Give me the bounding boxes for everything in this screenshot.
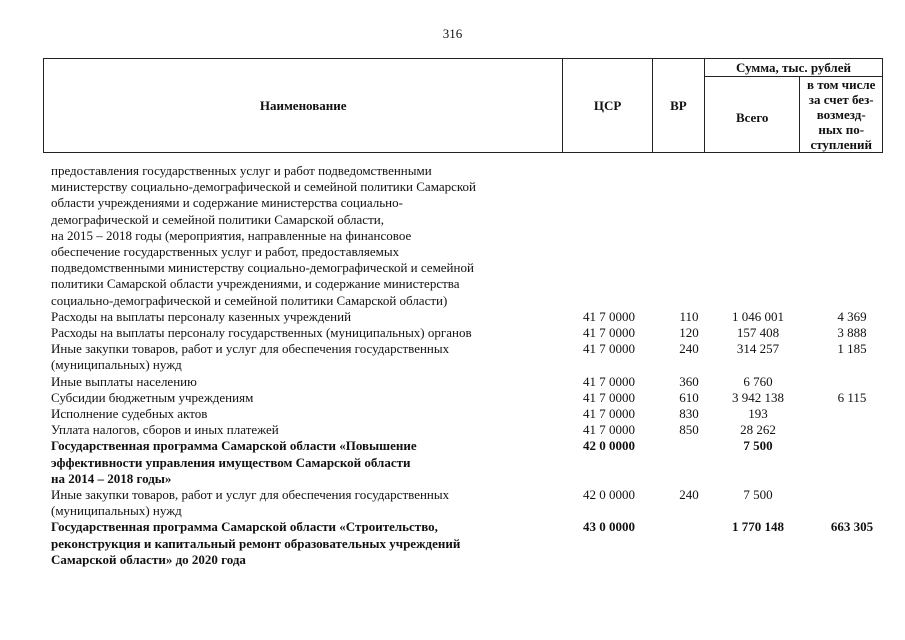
table-row xyxy=(51,438,891,487)
header-bezvozmezd-line: ступлений xyxy=(810,137,872,152)
intro-line: политики Самарской области учреждениями, и содержание министерства xyxy=(51,276,460,292)
intro-line: области учреждениями и содержание министерства социально- xyxy=(51,195,403,211)
row-vr: 120 xyxy=(679,325,699,341)
row-name-line: (муниципальных) нужд xyxy=(51,357,182,373)
row-csr: 41 7 0000 xyxy=(583,325,635,341)
row-vr: 610 xyxy=(679,389,699,405)
row-csr: 41 7 0000 xyxy=(583,422,635,438)
row-total: 1 046 001 xyxy=(732,308,784,324)
row-name-line: Иные выплаты населению xyxy=(51,373,197,389)
intro-line: предоставления государственных услуг и работ подведомственными xyxy=(51,163,432,178)
table-header xyxy=(43,58,883,153)
table-row xyxy=(51,422,891,438)
header-bezvozmezd-line: в том числе xyxy=(806,77,876,92)
row-grant: 663 305 xyxy=(830,519,874,535)
row-csr: 42 0 0000 xyxy=(583,487,635,503)
header-vsego: Всего xyxy=(704,77,799,153)
header-summa: Сумма, тыс. рублей xyxy=(704,59,882,77)
row-name-line: Исполнение судебных актов xyxy=(51,406,208,422)
row-grant: 6 115 xyxy=(837,389,867,405)
table-row xyxy=(51,325,891,341)
intro-text xyxy=(51,163,891,309)
table-row xyxy=(51,374,891,390)
row-csr: 41 7 0000 xyxy=(583,389,635,405)
row-csr: 41 7 0000 xyxy=(583,406,635,422)
row-name-line: эффективности управления имуществом Самарской области xyxy=(51,454,411,470)
intro-line: социально-демографической и семейной политики Самарской области) xyxy=(51,292,448,308)
intro-line: на 2015 – 2018 годы (мероприятия, направленные на финансовое xyxy=(51,227,412,243)
table-row xyxy=(51,406,891,422)
row-name-line: (муниципальных) нужд xyxy=(51,503,182,519)
row-vr: 110 xyxy=(679,308,699,324)
row-grant: 3 888 xyxy=(837,325,867,341)
row-name-line: Иные закупки товаров, работ и услуг для обеспечения государственных xyxy=(51,487,450,503)
table-row xyxy=(51,341,891,373)
row-name-line: Самарской области» до 2020 года xyxy=(51,551,246,567)
row-total: 7 500 xyxy=(743,438,773,454)
intro-line: обеспечение государственных услуг и работ, предоставляемых xyxy=(51,244,400,260)
row-name-line: Уплата налогов, сборов и иных платежей xyxy=(51,422,279,438)
row-total: 7 500 xyxy=(743,487,773,503)
header-bezvozmezd-line: ных по- xyxy=(818,122,865,137)
row-csr: 43 0 0000 xyxy=(583,519,635,535)
row-name-line: Расходы на выплаты персоналу государственных (муниципальных) органов xyxy=(51,325,472,341)
table-row xyxy=(51,487,891,519)
row-csr: 42 0 0000 xyxy=(583,438,635,454)
header-bezvozmezd-line: за счет без- xyxy=(808,92,874,107)
row-vr: 830 xyxy=(679,406,699,422)
row-total: 3 942 138 xyxy=(732,389,784,405)
row-csr: 41 7 0000 xyxy=(583,373,635,389)
table-row xyxy=(51,390,891,406)
table-row xyxy=(51,519,891,568)
row-total: 193 xyxy=(748,406,768,422)
header-csr: ЦСР xyxy=(563,59,652,153)
row-grant: 4 369 xyxy=(837,308,867,324)
header-vr: ВР xyxy=(652,59,704,153)
row-csr: 41 7 0000 xyxy=(583,341,635,357)
row-name-line: Расходы на выплаты персоналу казенных учреждений xyxy=(51,308,352,324)
page-number: 316 xyxy=(442,26,463,41)
row-name-line: реконструкция и капитальный ремонт образовательных учреждений xyxy=(51,535,461,551)
row-csr: 41 7 0000 xyxy=(583,308,635,324)
row-name-line: Иные закупки товаров, работ и услуг для обеспечения государственных xyxy=(51,341,450,357)
row-vr: 360 xyxy=(679,373,699,389)
row-name-line: Субсидии бюджетным учреждениям xyxy=(51,389,254,405)
row-name-line: Государственная программа Самарской области «Повышение xyxy=(51,438,417,454)
row-grant: 1 185 xyxy=(837,341,867,357)
intro-line: демографической и семейной политики Самарской области, xyxy=(51,211,384,227)
intro-line: министерству социально-демографической и семейной политики Самарской xyxy=(51,179,476,195)
row-name-line: Государственная программа Самарской области «Строительство, xyxy=(51,519,438,535)
row-vr: 850 xyxy=(679,422,699,438)
row-name-line: на 2014 – 2018 годы» xyxy=(51,470,172,486)
intro-line: подведомственными министерству социально-демографической и семейной xyxy=(51,260,474,276)
row-vr: 240 xyxy=(679,487,699,503)
header-bezvozmezd-line: возмезд- xyxy=(816,107,866,122)
row-vr: 240 xyxy=(679,341,699,357)
row-total: 1 770 148 xyxy=(732,519,784,535)
row-total: 28 262 xyxy=(740,422,776,438)
header-name: Наименование xyxy=(44,59,563,153)
table-body xyxy=(51,163,891,568)
header-bezvozmezd xyxy=(800,77,883,153)
row-total: 157 408 xyxy=(736,325,780,341)
table-row xyxy=(51,309,891,325)
row-total: 6 760 xyxy=(743,373,773,389)
row-total: 314 257 xyxy=(736,341,780,357)
